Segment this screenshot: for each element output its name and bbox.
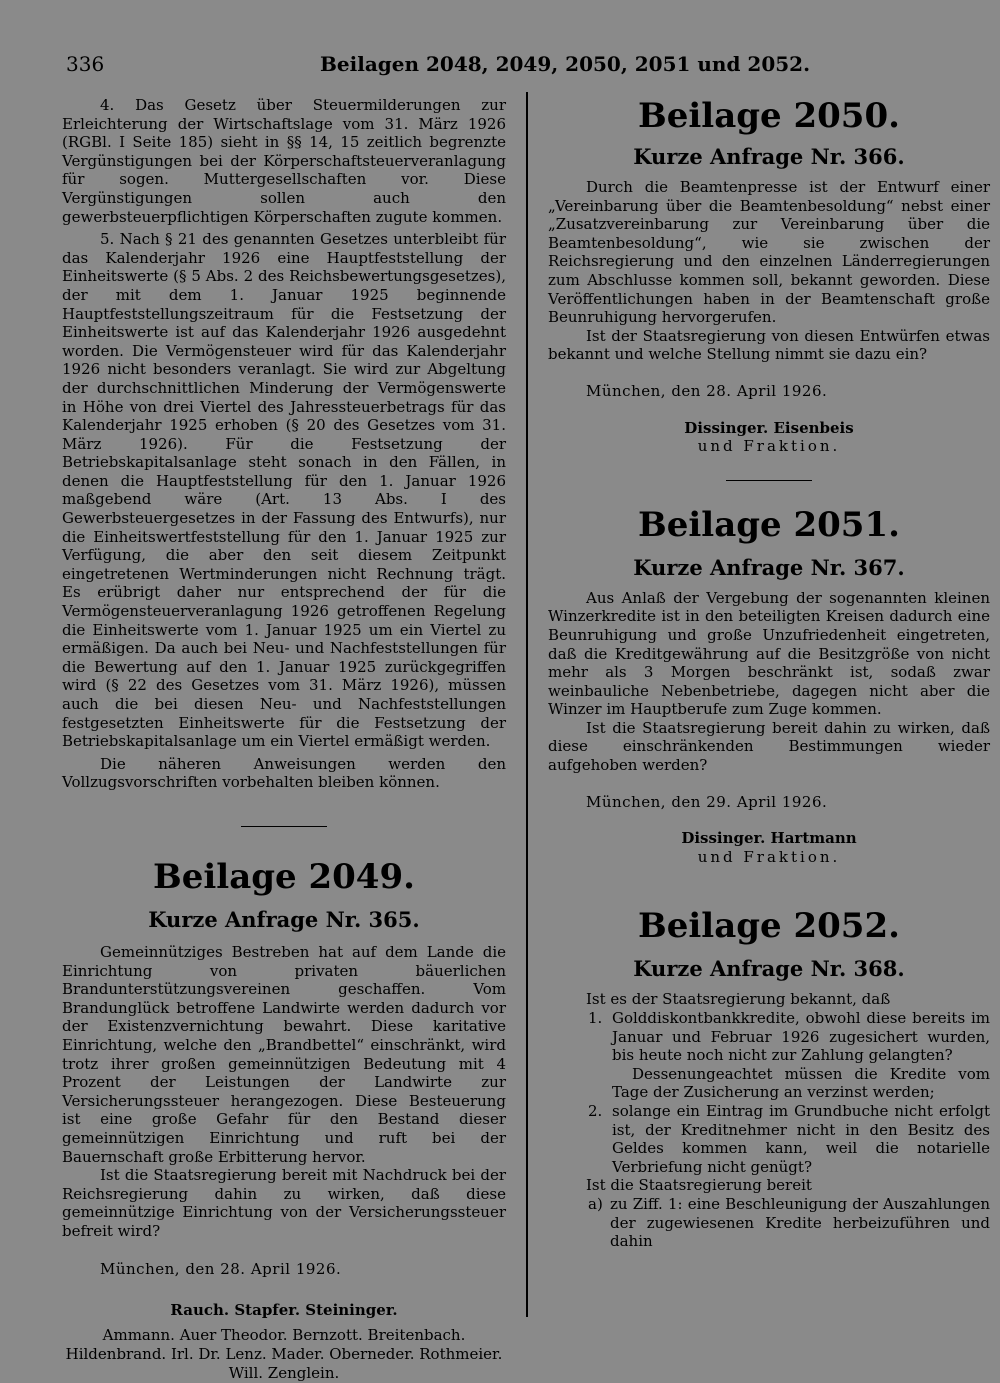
anfrage-366-fraktion: und Fraktion. [697, 437, 841, 456]
page-number: 336 [66, 52, 105, 76]
list-item-1-continuation [548, 1065, 990, 1102]
anfrage-365-members: Ammann. Auer Theodor. Bernzott. Breitenbach. Hildenbrand. Irl. Dr. Lenz. Mader. Oberneder. Rothmeier. Will. Zenglein. [65, 1325, 503, 1382]
anfrage-367-title: Kurze Anfrage Nr. 367. [633, 554, 905, 580]
anfrage-367-text: Aus Anlaß der Vergebung der sogenannten kleinen Winzerkredite ist in den beteiligten Kreisen dadurch eine Beunruhigung und große Unzufriedenheit eingetreten, daß die Kreditgewährung auf die Besitzgröße von nicht mehr als 3 Morgen beschränkt ist, sodaß zwar weinbauliche Nebenbetriebe, dagegen nicht aber die Winzer im Hauptberufe zum Zuge kommen. [548, 588, 990, 719]
anfrage-366-question: Ist der Staatsregierung von diesen Entwürfen etwas bekannt und welche Stellung nimmt sie dazu ein? [548, 326, 990, 364]
anfrage-367-question: Ist die Staatsregierung bereit dahin zu wirken, daß diese einschränkenden Bestimmungen wieder aufgehoben werden? [548, 718, 990, 775]
list-item-1-cont-text: Dessenungeachtet müssen die Kredite vom Tage der Zusicherung an verzinst werden; [612, 1064, 990, 1102]
anfrage-367-signers: Dissinger. Hartmann [681, 829, 857, 848]
right-column [548, 96, 990, 1251]
list-item-1-number: 1. [588, 1009, 603, 1028]
beilage-2049-title: Beilage 2049. [153, 856, 415, 897]
list-item-1-text: Golddiskontbankkredite, obwohl diese bereits im Januar und Februar 1926 zugesichert wurden, bis heute noch nicht zur Zahlung gelangten? [612, 1009, 990, 1065]
beilage-2052-title: Beilage 2052. [638, 906, 900, 947]
anfrage-366-text: Durch die Beamtenpresse ist der Entwurf einer „Vereinbarung über die Beamtenbesoldung“ nebst einer „Zusatzvereinbarung zur Vereinbarung über die Beamtenbesoldung“, wie sie zwischen der Reichsregierung und den einzelnen Länderregierungen zum Abschlusse kommen soll, bekannt geworden. Diese Veröffentlichungen haben in der Beamtenschaft große Beunruhigung hervorgerufen. [548, 178, 990, 327]
beilage-2051-title: Beilage 2051. [638, 504, 900, 545]
column-divider [526, 92, 528, 1317]
paragraph-4: 4. Das Gesetz über Steuermilderungen zur Erleichterung der Wirtschaftslage vom 31. März 1926 (RGBl. I Seite 185) sieht in §§ 14, 15 zeitlich begrenzte Vergünstigungen bei der Körperschaftsteuerveranlagung für sogen. Muttergesellschaften vor. Diese Vergünstigungen sollen auch den gewerbsteuerpflichtigen Körperschaften zugute kommen. [62, 96, 506, 226]
anfrage-368-intro: Ist es der Staatsregierung bekannt, daß [586, 990, 891, 1009]
list-item-2 [548, 1102, 990, 1176]
paragraph-closing: Die näheren Anweisungen werden den Vollzugsvorschriften vorbehalten bleiben können. [62, 754, 506, 792]
anfrage-366-date: München, den 28. April 1926. [586, 381, 828, 400]
anfrage-368-question: Ist die Staatsregierung bereit [586, 1176, 812, 1195]
running-title: Beilagen 2048, 2049, 2050, 2051 und 2052. [320, 52, 811, 76]
anfrage-365-question: Ist die Staatsregierung bereit mit Nachdruck bei der Reichsregierung dahin zu wirken, daß diese gemeinnützige Einrichtung von der Versicherungssteuer befreit wird? [62, 1166, 506, 1240]
anfrage-368-title: Kurze Anfrage Nr. 368. [633, 956, 905, 982]
list-item-a-text: zu Ziff. 1: eine Beschleunigung der Auszahlungen der zugewiesenen Kredite herbeizuführen und dahin [610, 1194, 990, 1251]
paragraph-5: 5. Nach § 21 des genannten Gesetzes unterbleibt für das Kalenderjahr 1926 eine Hauptfeststellung der Einheitswerte (§ 5 Abs. 2 des Reichsbewertungsgesetzes), der mit dem 1. Januar 1925 beginnende Hauptfeststellungszeitraum für die Festsetzung der Einheitswerte ist auf das Kalenderjahr 1926 ausgedehnt worden. Die Vermögensteuer wird für das Kalenderjahr 1926 nicht besonders veranlagt. Sie wird zur Abgeltung der durchschnittlichen Minderung der Vermögenswerte in Höhe von drei Viertel des Jahressteuerbetrags für das Kalenderjahr 1925 erhoben (§ 20 des Gesetzes vom 31. März 1926). Für die Festsetzung der Betriebskapitalsanlage steht sonach in den Fällen, in denen die Hauptfeststellung für den 1. Januar 1926 maßgebend wäre (Art. 13 Abs. I des Gewerbsteuergesetzes in der Fassung des Entwurfs), nur die Einheitswertfeststellung für den 1. Januar 1925 zur Verfügung, die aber den seit diesem Zeitpunkt eingetretenen Wertminderungen nicht Rechnung trägt. Es erübrigt daher nur entsprechend der für die Vermögensteuerveranlagung 1926 getroffenen Regelung die Einheitswerte vom 1. Januar 1925 um ein Viertel zu ermäßigen. Da auch bei Neu- und Nachfeststellungen für die Bewertung auf den 1. Januar 1925 zurückgegriffen wird (§ 22 des Gesetzes vom 31. März 1926), müssen auch die bei diesen Neu- und Nachfeststellungen festgesetzten Einheitswerte für die Festsetzung der Betriebskapitalsanlage um ein Viertel ermäßigt werden. [62, 230, 506, 751]
anfrage-365-title: Kurze Anfrage Nr. 365. [148, 906, 420, 932]
list-item-1 [548, 1009, 990, 1065]
anfrage-367-date: München, den 29. April 1926. [586, 792, 828, 811]
list-item-2-text: solange ein Eintrag im Grundbuche nicht erfolgt ist, der Kreditnehmer nicht in den Besitz des Geldes kommen kann, weil die notarielle Verbriefung nicht genügt? [612, 1102, 990, 1176]
left-column [62, 96, 506, 1383]
anfrage-366-title: Kurze Anfrage Nr. 366. [633, 144, 905, 169]
list-item-2-number: 2. [588, 1102, 603, 1120]
list-item-a-number: a) [588, 1194, 603, 1213]
list-item-a [548, 1195, 990, 1251]
anfrage-365-date: München, den 28. April 1926. [100, 1260, 342, 1279]
anfrage-366-signers: Dissinger. Eisenbeis [684, 418, 854, 437]
beilage-2050-title: Beilage 2050. [638, 96, 900, 136]
anfrage-365-text: Gemeinnütziges Bestreben hat auf dem Lande die Einrichtung von privaten bäuerlichen Brandunterstützungsvereinen geschaffen. Vom Brandunglück betroffene Landwirte werden dadurch vor der Existenzvernichtung bewahrt. Diese karitative Einrichtung, welche den „Brandbettel“ einschränkt, wird trotz ihrer großen gemeinnützigen Bedeutung mit 4 Prozent der Leistungen der Landwirte zur Versicherungssteuer herangezogen. Diese Besteuerung ist eine große Gefahr für den Bestand dieser gemeinnützigen Einrichtung und ruft bei der Bauernschaft große Erbitterung hervor. [62, 942, 506, 1166]
anfrage-367-fraktion: und Fraktion. [697, 847, 841, 866]
anfrage-365-signers: Rauch. Stapfer. Steininger. [170, 1301, 398, 1320]
page-header [0, 52, 1000, 82]
